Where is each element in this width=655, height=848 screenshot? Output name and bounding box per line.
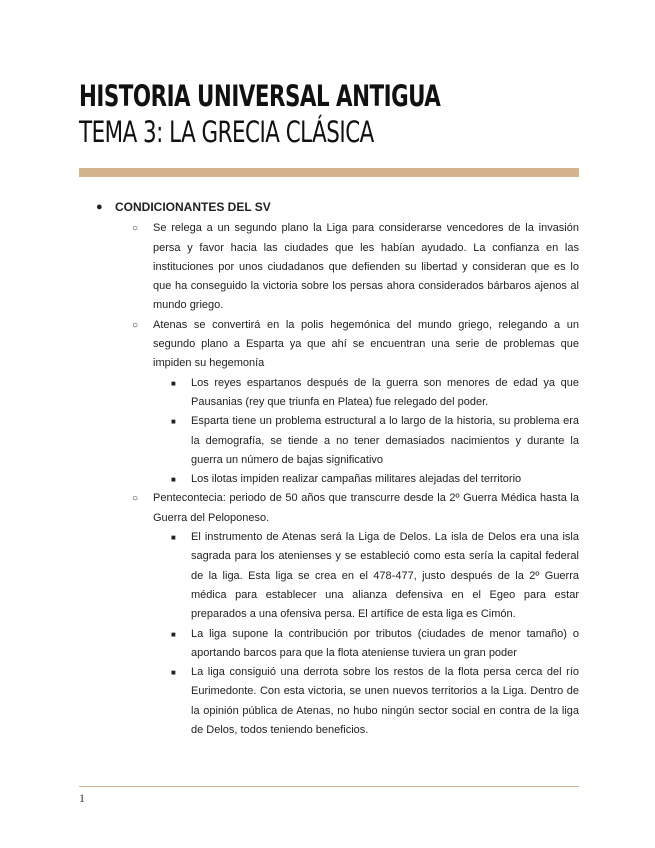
list-item-text: Se relega a un segundo plano la Liga para considerarse vencedores de la invasión persa y favor hacia las ciudades que les habían ayudado. La confianza en las instituciones por unos ciudadanos que defienden su libertad y consideran que es lo que ha conseguido la victoria sobre los persas ahora considerados bárbaros ajenos al mundo griego.	[153, 222, 579, 312]
header-divider-bar	[79, 168, 579, 177]
document-body	[79, 198, 579, 740]
square-bullet-icon: ■	[171, 378, 176, 388]
sub-list-item	[153, 470, 579, 489]
sub-list-item	[153, 625, 579, 664]
section-heading: CONDICIONANTES DEL SV	[115, 200, 271, 214]
sub-list-item-text: Los ilotas impiden realizar campañas militares alejadas del territorio	[191, 473, 522, 486]
square-bullet-icon: ■	[171, 475, 176, 485]
sub-list-item	[153, 374, 579, 413]
sub-list-item-text: La liga consiguió una derrota sobre los restos de la flota persa cerca del río Eurimedonte. Con esta victoria, se unen nuevos territorios a la Liga. Dentro de la opinión pública de Atenas, no hubo ningún sector social en contra de la liga de Delos, todos teniendo beneficios.	[191, 666, 579, 737]
level2-list	[153, 528, 579, 740]
list-item-text: Atenas se convertirá en la polis hegemónica del mundo griego, relegando a un segundo plano a Esparta ya que ahí se encuentran una serie de problemas que impiden su hegemonía	[153, 318, 579, 370]
sub-list-item-text: Los reyes espartanos después de la guerra son menores de edad ya que Pausanias (rey que triunfa en Platea) fue relegado del poder.	[191, 376, 579, 408]
title-line-1: HISTORIA UNIVERSAL ANTIGUA	[79, 79, 441, 113]
page-number: 1	[79, 791, 85, 805]
sub-list-item	[153, 528, 579, 624]
filled-bullet-icon: ●	[96, 201, 103, 213]
sub-list-item	[153, 663, 579, 740]
square-bullet-icon: ■	[171, 668, 176, 678]
square-bullet-icon: ■	[171, 629, 176, 639]
list-item	[115, 219, 579, 315]
square-bullet-icon: ■	[171, 417, 176, 427]
section-list	[79, 198, 579, 740]
title-line-2: TEMA 3: LA GRECIA CLÁSICA	[79, 115, 374, 149]
hollow-bullet-icon: ○	[132, 493, 139, 505]
hollow-bullet-icon: ○	[132, 223, 139, 235]
hollow-bullet-icon: ○	[132, 319, 139, 331]
sub-list-item-text: La liga supone la contribución por tributos (ciudades de menor tamaño) o aportando barcos para que la flota ateniense tuviera un gran poder	[191, 627, 579, 659]
list-item	[115, 489, 579, 740]
list-item	[115, 316, 579, 490]
sub-list-item-text: El instrumento de Atenas será la Liga de Delos. La isla de Delos era una isla sagrada para los atenienses y se estableció como esta sería la capital federal de la liga. Esta liga se crea en el 478-477, justo después de la 2º Guerra médica para establecer una alianza defensiva en el Egeo para estar preparados a una ofensiva persa. El artífice de esta liga es Cimón.	[191, 531, 579, 621]
level1-list	[115, 219, 579, 740]
list-item-text: Pentecontecia: periodo de 50 años que transcurre desde la 2º Guerra Médica hasta la Guerra del Peloponeso.	[153, 492, 579, 524]
square-bullet-icon: ■	[171, 533, 176, 543]
sub-list-item	[153, 412, 579, 470]
sub-list-item-text: Esparta tiene un problema estructural a lo largo de la historia, su problema era la demografía, se tiende a no tener demasiados nacimientos y durante la guerra un número de bajas significativo	[191, 415, 579, 466]
footer-divider-line	[79, 786, 579, 787]
level2-list	[153, 374, 579, 490]
section-item	[79, 198, 579, 740]
document-title	[79, 78, 440, 150]
